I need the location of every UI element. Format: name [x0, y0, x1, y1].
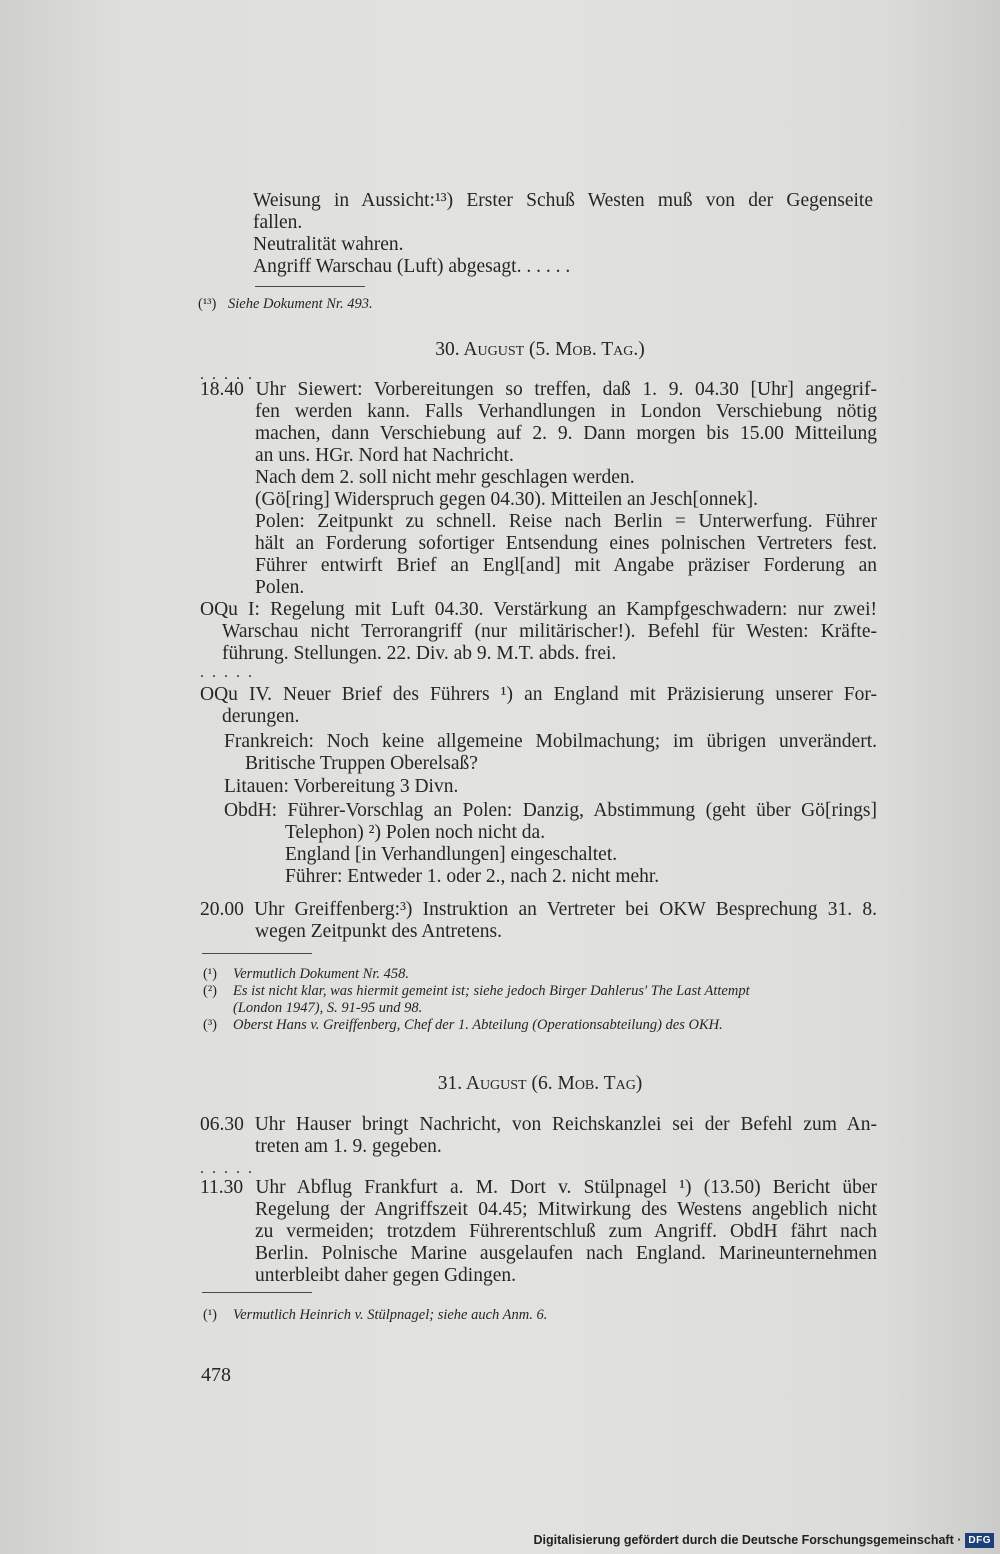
entry-0630-cont	[255, 1136, 877, 1158]
entry-2000	[200, 899, 877, 921]
text-line: Weisung in Aussicht:¹³) Erster Schuß Westen muß von der Gegenseite	[253, 190, 873, 211]
text-line: Regelung der Angriffszeit 04.45; Mitwirkung des Westens angeblich nicht	[255, 1199, 877, 1220]
text-line: Warschau nicht Terrorangriff (nur militärischer!). Befehl für Westen: Kräfte-	[222, 621, 877, 642]
entry-litauen	[224, 776, 877, 798]
entry-2000-cont	[255, 921, 877, 943]
entry-frankreich-cont	[245, 753, 877, 775]
text-line: zu vermeiden; trotzdem Führerentschluß zum Angriff. ObdH fährt nach	[255, 1221, 877, 1242]
entry-1840	[255, 401, 877, 599]
ellipsis-marker: . . . . .	[200, 664, 254, 681]
text-line: Frankreich: Noch keine allgemeine Mobilmachung; im übrigen unverändert.	[224, 731, 877, 752]
text-line: England [in Verhandlungen] eingeschaltet.	[285, 844, 618, 865]
dfg-logo-icon: DFG	[965, 1533, 994, 1548]
text-line: Nach dem 2. soll nicht mehr geschlagen werden.	[255, 467, 635, 488]
entry-obdh-cont	[285, 822, 877, 888]
footnote-number: (¹³)	[198, 296, 217, 312]
footnote-rule	[202, 1292, 312, 1293]
entry-oqu-1-cont	[222, 621, 877, 665]
footnote-13	[198, 296, 373, 313]
text-line: Britische Truppen Oberelsaß?	[245, 753, 478, 774]
entry-obdh	[224, 800, 877, 822]
text-line: Polen: Zeitpunkt zu schnell. Reise nach Berlin = Unterwerfung. Führer	[255, 511, 877, 532]
text-line: treten am 1. 9. gegeben.	[255, 1136, 442, 1157]
text-line: Telephon) ²) Polen noch nicht da.	[285, 822, 546, 843]
entry-oqu-4-cont	[222, 706, 877, 728]
text-line: unterbleibt daher gegen Gdingen.	[255, 1265, 516, 1286]
text-line: Angriff Warschau (Luft) abgesagt. . . . . .	[253, 256, 571, 277]
text-line: Litauen: Vorbereitung 3 Divn.	[224, 776, 459, 797]
footnote-rule	[255, 286, 365, 287]
text-line: fallen.	[253, 212, 303, 233]
text-line: (Gö[ring] Widerspruch gegen 04.30). Mitteilen an Jesch[onnek].	[255, 489, 759, 510]
footnote-2-cont: (London 1947), S. 91-95 und 98.	[233, 1000, 423, 1016]
text-line: Polen.	[255, 577, 305, 598]
footnote-3: (³) Oberst Hans v. Greiffenberg, Chef der 1. Abteilung (Operationsabteilung) des OKH.	[203, 1017, 723, 1033]
footnote-2: (²) Es ist nicht klar, was hiermit gemeint ist; siehe jedoch Birger Dahlerus' The Last Attempt	[203, 983, 750, 999]
text-line: führung. Stellungen. 22. Div. ab 9. M.T. abds. frei.	[222, 643, 617, 664]
text-line: 11.30 Uhr Abflug Frankfurt a. M. Dort v. Stülpnagel ¹) (13.50) Bericht über	[200, 1177, 877, 1198]
text-line: derungen.	[222, 706, 300, 727]
section-heading-30-august: 30. August (5. Mob. Tag.)	[435, 339, 645, 360]
text-line: fen werden kann. Falls Verhandlungen in London Verschiebung nötig	[255, 401, 877, 422]
text-line: ObdH: Führer-Vorschlag an Polen: Danzig, Abstimmung (geht über Gö[rings]	[224, 800, 877, 821]
intro-block	[253, 190, 873, 278]
text-line: machen, dann Verschiebung auf 2. 9. Dann morgen bis 15.00 Mitteilung	[255, 423, 877, 444]
text-line: Berlin. Polnische Marine ausgelaufen nach England. Marineunternehmen	[255, 1243, 877, 1264]
entry-frankreich	[224, 731, 877, 753]
entry-1130-cont	[255, 1199, 877, 1287]
text-line: Neutralität wahren.	[253, 234, 404, 255]
footnote-rule	[202, 953, 312, 954]
footnote-1: (¹) Vermutlich Dokument Nr. 458.	[203, 966, 409, 982]
ellipsis-marker: . . . . .	[200, 1160, 254, 1177]
text-line: OQu I: Regelung mit Luft 04.30. Verstärkung an Kampfgeschwadern: nur zwei!	[200, 599, 877, 620]
text-line: wegen Zeitpunkt des Antretens.	[255, 921, 502, 942]
entry-1130	[200, 1177, 877, 1199]
text-line: 06.30 Uhr Hauser bringt Nachricht, von Reichskanzlei sei der Befehl zum An-	[200, 1114, 877, 1135]
ellipsis-marker: . . . . .	[200, 366, 254, 383]
text-line: an uns. HGr. Nord hat Nachricht.	[255, 445, 514, 466]
footnote-text: Siehe Dokument Nr. 493.	[228, 296, 373, 312]
entry-0630	[200, 1114, 877, 1136]
funding-text: Digitalisierung gefördert durch die Deutsche Forschungsgemeinschaft ·	[533, 1533, 962, 1547]
text-line: Führer entwirft Brief an Engl[and] mit Angabe präziser Forderung an	[255, 555, 877, 576]
footnote-stuelpnagel: (¹) Vermutlich Heinrich v. Stülpnagel; siehe auch Anm. 6.	[203, 1307, 548, 1323]
text-line: OQu IV. Neuer Brief des Führers ¹) an England mit Präzisierung unserer For-	[200, 684, 877, 705]
entry-oqu-1	[200, 599, 877, 621]
entry-oqu-4	[200, 684, 877, 706]
text-line: 18.40 Uhr Siewert: Vorbereitungen so treffen, daß 1. 9. 04.30 [Uhr] angegrif-	[200, 379, 877, 400]
text-line: Führer: Entweder 1. oder 2., nach 2. nicht mehr.	[285, 866, 660, 887]
entry-1840-first-line	[200, 379, 877, 401]
footnotes-block	[203, 966, 883, 1034]
dfg-funding-notice	[534, 1530, 994, 1550]
text-line: hält an Forderung sofortiger Entsendung eines polnischen Vertreters fest.	[255, 533, 877, 554]
section-heading-31-august: 31. August (6. Mob. Tag)	[437, 1073, 643, 1094]
page-number: 478	[201, 1364, 231, 1386]
text-line: 20.00 Uhr Greiffenberg:³) Instruktion an Vertreter bei OKW Besprechung 31. 8.	[200, 899, 877, 920]
